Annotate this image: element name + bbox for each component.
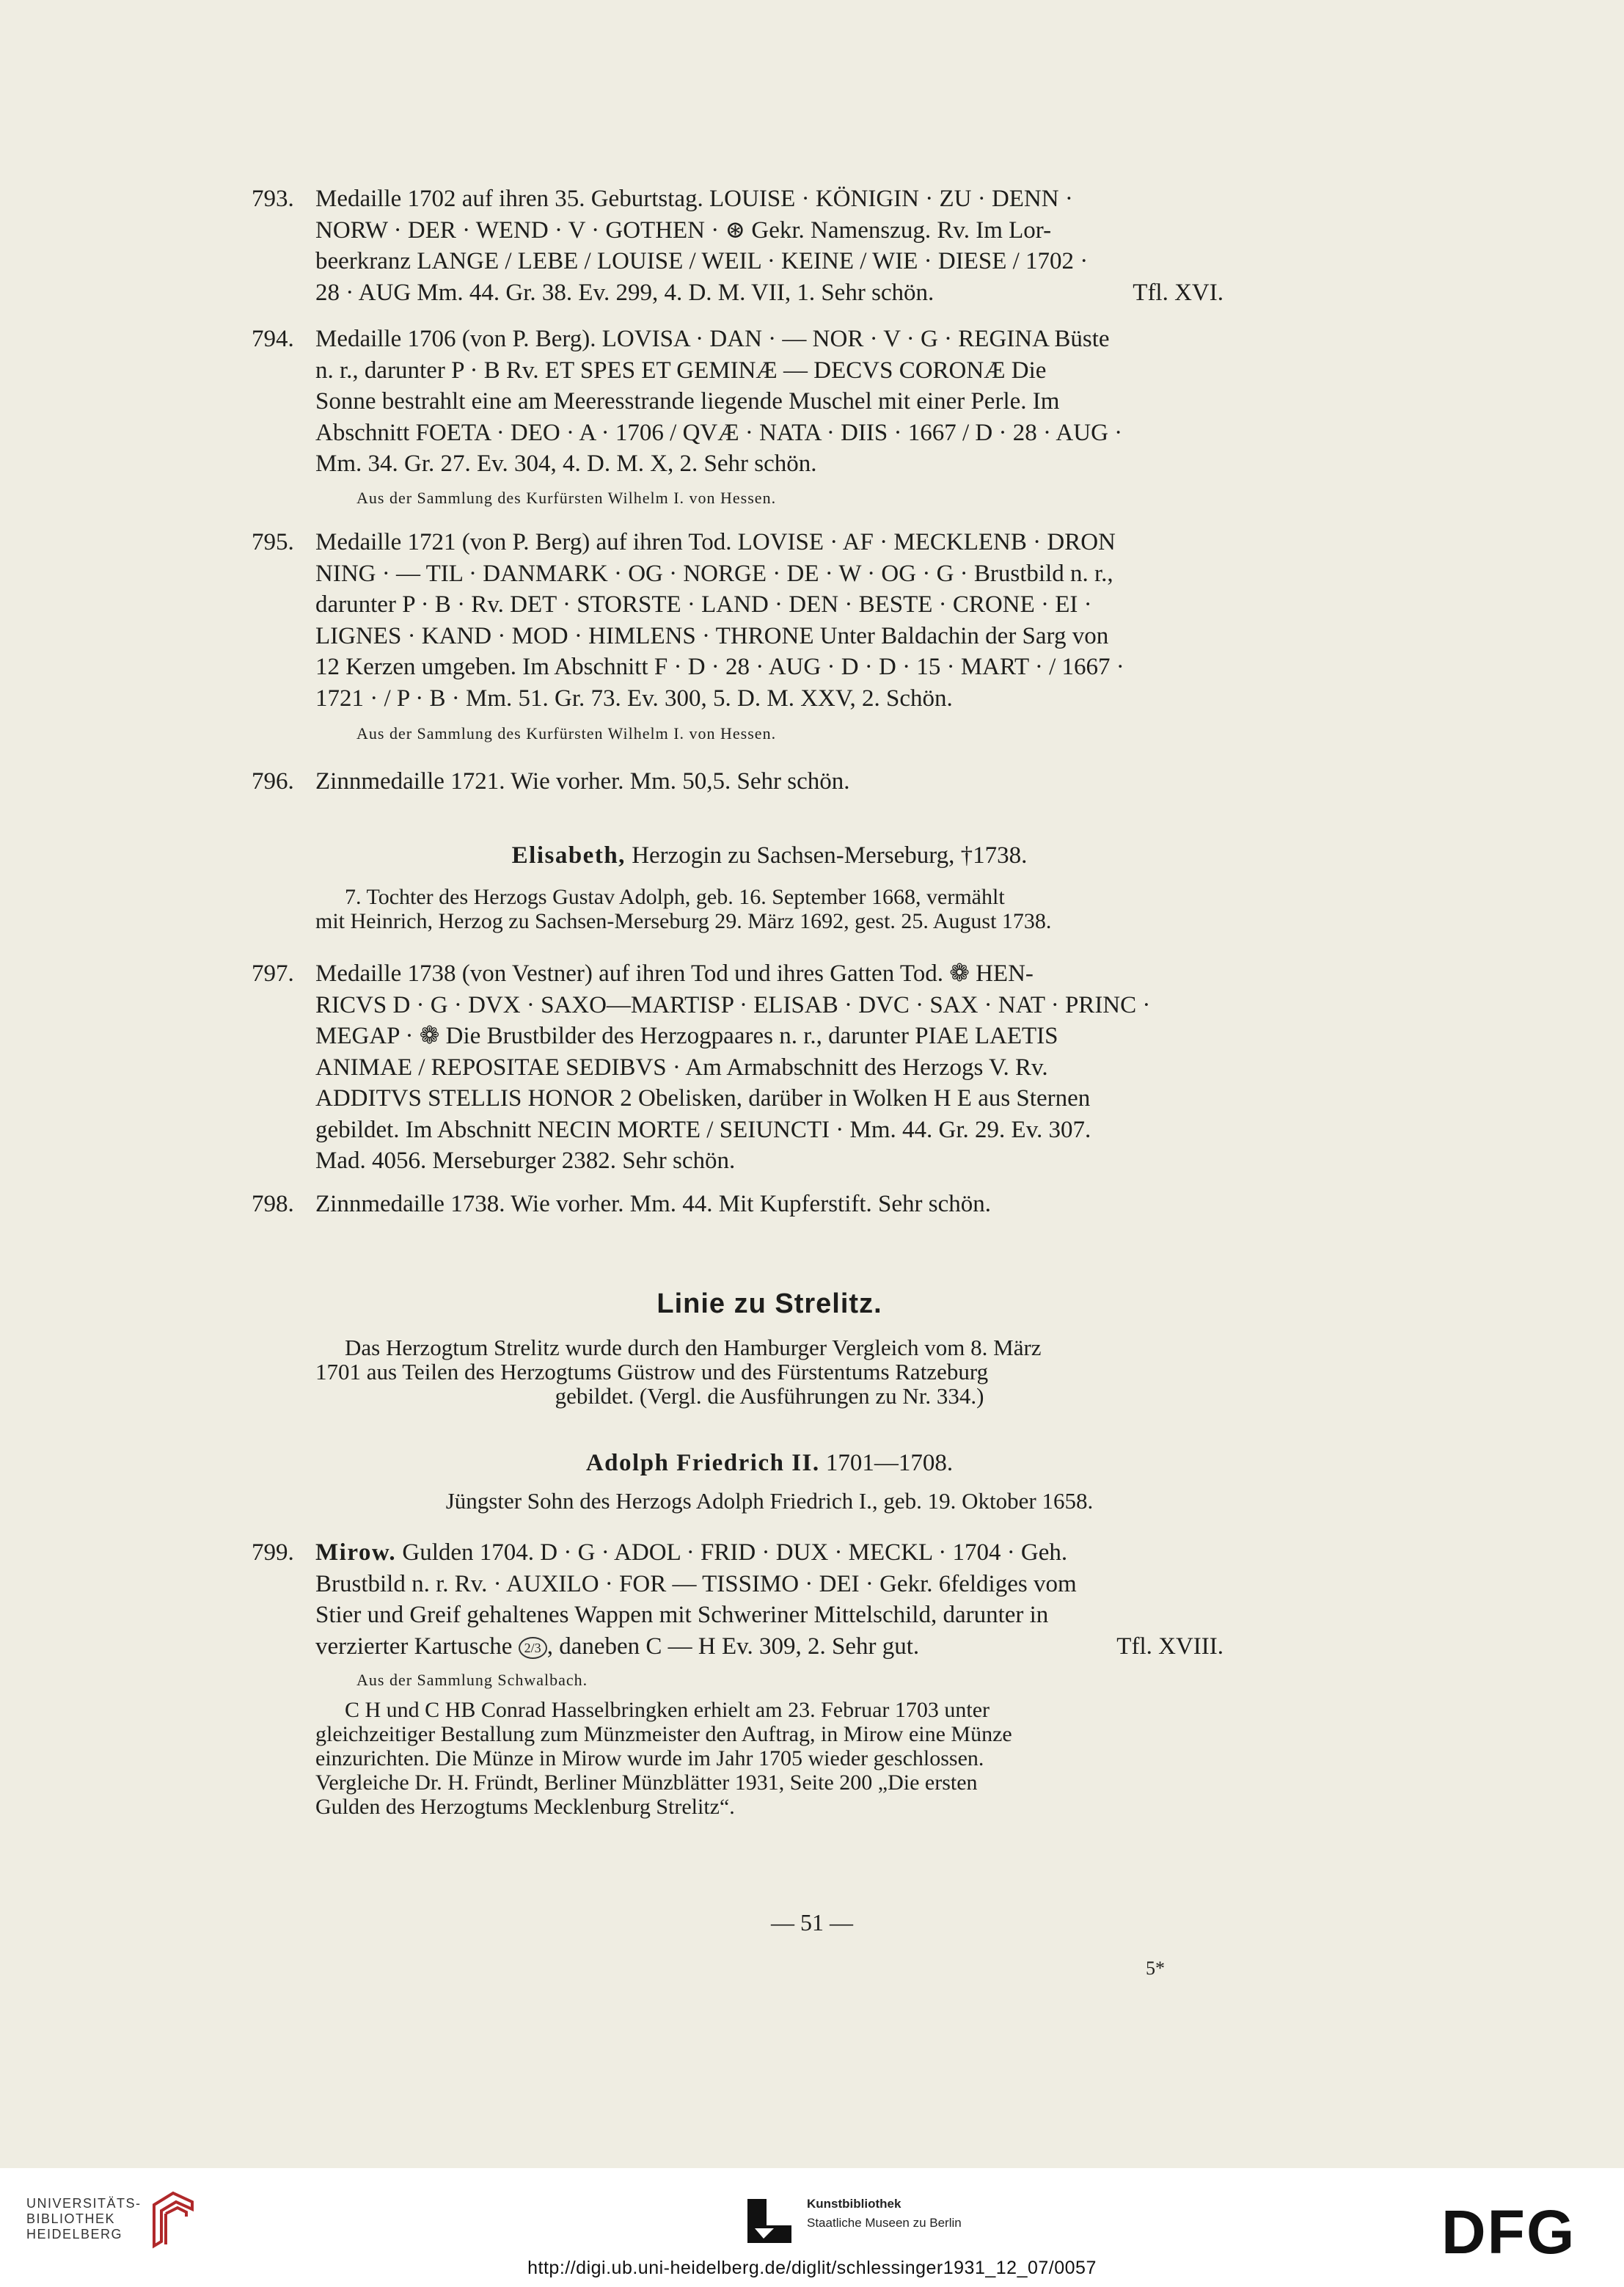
provenance-note: Aus der Sammlung Schwalbach.	[356, 1671, 588, 1689]
note-line: gleichzeitiger Bestallung zum Münzmeister den Auftrag, in Mirow eine Münze	[315, 1722, 1012, 1746]
entry-line: Sonne bestrahlt eine am Meeresstrande liegende Muschel mit einer Perle. Im	[315, 388, 1060, 415]
signature-mark: 5*	[1146, 1958, 1165, 1979]
denomination-mark: 2/3	[519, 1637, 547, 1659]
university-library-name[interactable]	[26, 2196, 142, 2242]
note-line: gebildet. (Vergl. die Ausführungen zu Nr. 334.)	[555, 1383, 984, 1409]
library-name-line: BIBLIOTHEK	[26, 2211, 116, 2226]
provenance-note: Aus der Sammlung des Kurfürsten Wilhelm I. von Hessen.	[356, 724, 777, 743]
plate-reference: Tfl. XVI.	[1133, 279, 1224, 306]
entry-line: ANIMAE / REPOSITAE SEDIBVS · Am Armabschnitt des Herzogs V. Rv.	[315, 1054, 1048, 1081]
page-number: — 51 —	[771, 1909, 853, 1936]
plate-reference: Tfl. XVIII.	[1116, 1633, 1224, 1660]
kunstbibliothek-name[interactable]	[807, 2195, 962, 2233]
catalog-entry-793	[254, 183, 1224, 308]
entry-line: gebildet. Im Abschnitt NECIN MORTE / SEIUNCTI · Mm. 44. Gr. 29. Ev. 307.	[315, 1116, 1091, 1143]
entry-line-text: Gulden 1704. D · G · ADOL · FRID · DUX · MECKL · 1704 · Geh.	[402, 1539, 1068, 1566]
entry-line: NORW · DER · WEND · V · GOTHEN · ⊛ Gekr. Namenszug. Rv. Im Lor-	[315, 216, 1052, 244]
section-heading-strelitz: Linie zu Strelitz.	[656, 1288, 882, 1319]
note-line: Vergleiche Dr. H. Fründt, Berliner Münzblätter 1931, Seite 200 „Die ersten	[315, 1770, 978, 1795]
entry-line: Mm. 34. Gr. 27. Ev. 304, 4. D. M. X, 2. Sehr schön.	[315, 451, 817, 477]
dfg-logo[interactable]: DFG	[1441, 2197, 1576, 2266]
entry-number: 795.	[252, 529, 294, 555]
entry-line: Mad. 4056. Merseburger 2382. Sehr schön.	[315, 1148, 736, 1174]
biographical-note	[315, 885, 1224, 933]
mint-master-note	[315, 1698, 1224, 1819]
entry-line-text: verzierter Kartusche	[315, 1633, 513, 1660]
entry-line: Abschnitt FOETA · DEO · A · 1706 / QVÆ · NATA · DIIS · 1667 / D · 28 · AUG ·	[315, 419, 1123, 446]
catalog-entry-796	[254, 766, 1224, 798]
catalog-entry-799	[254, 1537, 1224, 1662]
reign-years: 1701—1708.	[825, 1450, 954, 1476]
note-line: C H und C HB Conrad Hasselbringken erhielt am 23. Februar 1703 unter	[345, 1698, 990, 1722]
entry-line: LIGNES · KAND · MOD · HIMLENS · THRONE Unter Baldachin der Sarg von	[315, 622, 1109, 649]
library-name-line: UNIVERSITÄTS-	[26, 2196, 142, 2211]
note-line: mit Heinrich, Herzog zu Sachsen-Merseburg 29. März 1692, gest. 25. August 1738.	[315, 909, 1052, 933]
permalink-url[interactable]: http://digi.ub.uni-heidelberg.de/diglit/schlessinger1931_12_07/0057	[527, 2258, 1097, 2278]
entry-line: 1721 · / P · B · Mm. 51. Gr. 73. Ev. 300, 5. D. M. XXV, 2. Schön.	[315, 685, 953, 712]
entry-line: Medaille 1706 (von P. Berg). LOVISA · DAN · — NOR · V · G · REGINA Büste	[315, 326, 1110, 352]
entry-line-text: 28 · AUG Mm. 44. Gr. 38. Ev. 299, 4. D. M. VII, 1. Sehr schön.	[315, 279, 934, 306]
entry-number: 797.	[252, 960, 294, 987]
entry-line: Medaille 1721 (von P. Berg) auf ihren Tod. LOVISE · AF · MECKLENB · DRON	[315, 529, 1116, 555]
person-name: Elisabeth,	[511, 842, 626, 869]
entry-line: Brustbild n. r. Rv. · AUXILO · FOR — TISSIMO · DEI · Gekr. 6feldiges vom	[315, 1570, 1077, 1597]
catalog-entry-797	[254, 958, 1224, 1177]
person-title: Herzogin zu Sachsen-Merseburg, †1738.	[632, 842, 1028, 869]
entry-line: n. r., darunter P · B Rv. ET SPES ET GEMINÆ — DECVS CORONÆ Die	[315, 357, 1047, 384]
entry-line: NING · — TIL · DANMARK · OG · NORGE · DE · W · OG · G · Brustbild n. r.,	[315, 560, 1113, 587]
entry-line	[315, 277, 1224, 309]
university-library-logo-icon[interactable]	[144, 2190, 195, 2249]
provenance-note: Aus der Sammlung des Kurfürsten Wilhelm I. von Hessen.	[356, 489, 777, 507]
note-line: Das Herzogtum Strelitz wurde durch den Hamburger Vergleich vom 8. März	[345, 1335, 1042, 1360]
entry-number: 798.	[252, 1191, 294, 1217]
entry-line	[315, 1537, 1224, 1569]
entry-line: Stier und Greif gehaltenes Wappen mit Schweriner Mittelschild, darunter in	[315, 1602, 1049, 1628]
person-subtitle: Jüngster Sohn des Herzogs Adolph Friedrich I., geb. 19. Oktober 1658.	[445, 1488, 1094, 1514]
entry-line: beerkranz LANGE / LEBE / LOUISE / WEIL · KEINE / WIE · DIESE / 1702 ·	[315, 248, 1089, 274]
entry-number: 794.	[252, 326, 294, 352]
entry-line: RICVS D · G · DVX · SAXO—MARTISP · ELISAB · DVC · SAX · NAT · PRINC ·	[315, 991, 1151, 1018]
entry-line-text-wrap	[315, 1631, 919, 1663]
entry-line: 12 Kerzen umgeben. Im Abschnitt F · D · 28 · AUG · D · D · 15 · MART · / 1667 ·	[315, 654, 1124, 680]
note-line: 1701 aus Teilen des Herzogtums Güstrow und des Fürstentums Ratzeburg	[315, 1359, 989, 1385]
entry-line	[315, 1631, 1224, 1663]
entry-line: Zinnmedaille 1721. Wie vorher. Mm. 50,5. Sehr schön.	[315, 768, 850, 795]
entry-line: Zinnmedaille 1738. Wie vorher. Mm. 44. Mit Kupferstift. Sehr schön.	[315, 1191, 992, 1217]
museum-name-line: Kunstbibliothek	[807, 2197, 901, 2211]
museum-name-line: Staatliche Museen zu Berlin	[807, 2216, 962, 2230]
entry-number: 799.	[252, 1539, 294, 1566]
section-heading-elisabeth	[315, 842, 1224, 869]
digitization-footer	[0, 2168, 1624, 2287]
note-line: 7. Tochter des Herzogs Gustav Adolph, geb. 16. September 1668, vermählt	[345, 885, 1005, 909]
note-line: Gulden des Herzogtums Mecklenburg Strelitz“.	[315, 1795, 735, 1819]
entry-line-text: , daneben C — H Ev. 309, 2. Sehr gut.	[546, 1633, 920, 1660]
catalog-entry-795	[254, 527, 1224, 714]
entry-number: 793.	[252, 186, 294, 212]
entry-line: ADDITVS STELLIS HONOR 2 Obelisken, darüber in Wolken H E aus Sternen	[315, 1085, 1091, 1112]
library-name-line: HEIDELBERG	[26, 2227, 123, 2242]
catalog-entry-794	[254, 324, 1224, 480]
entry-line: darunter P · B · Rv. DET · STORSTE · LAND · DEN · BESTE · CRONE · EI ·	[315, 591, 1092, 618]
kunstbibliothek-logo-icon[interactable]	[745, 2196, 794, 2246]
entry-line: Medaille 1702 auf ihren 35. Geburtstag. LOUISE · KÖNIGIN · ZU · DENN ·	[315, 186, 1073, 212]
entry-line: Medaille 1738 (von Vestner) auf ihren Tod und ihres Gatten Tod. ❁ HEN-	[315, 960, 1034, 987]
person-name: Adolph Friedrich II.	[585, 1450, 820, 1476]
section-heading-adolph	[315, 1450, 1224, 1477]
note-line: einzurichten. Die Münze in Mirow wurde im Jahr 1705 wieder geschlossen.	[315, 1746, 984, 1770]
mint-place: Mirow.	[315, 1539, 397, 1566]
section-intro	[315, 1335, 1224, 1408]
entry-line: MEGAP · ❁ Die Brustbilder des Herzogpaares n. r., darunter PIAE LAETIS	[315, 1023, 1058, 1049]
entry-number: 796.	[252, 768, 294, 795]
catalog-entry-798	[254, 1189, 1224, 1220]
